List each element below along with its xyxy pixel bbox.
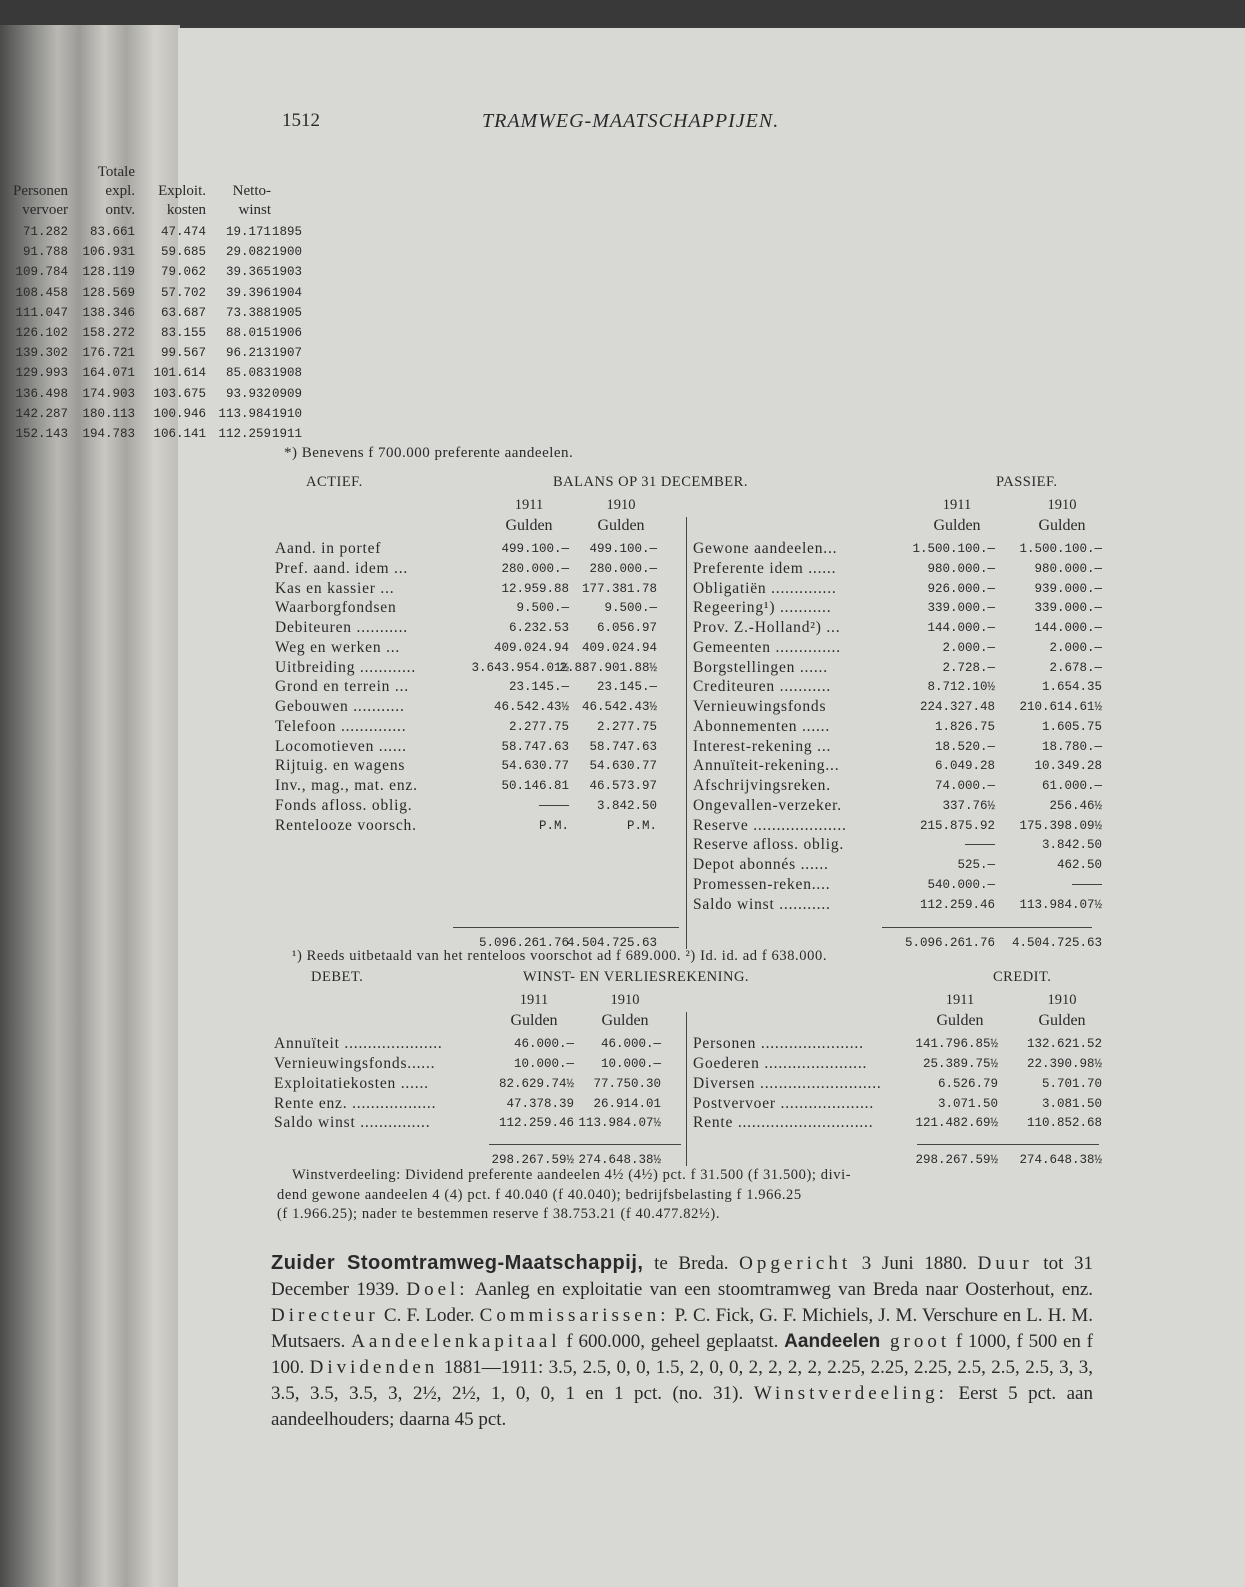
amount-prev: 10.349.28 — [1034, 759, 1102, 774]
stats-cell: 83.661 — [89, 225, 135, 239]
total-rule — [489, 1144, 681, 1145]
amount-prev: 18.780.— — [1041, 739, 1102, 754]
account-item: Gebouwen ........... — [275, 698, 405, 715]
amount-prev: 1.605.75 — [1041, 719, 1102, 734]
stats-year: 1907 — [272, 346, 303, 361]
stats-cell: 128.119 — [82, 265, 135, 280]
amount-prev: 3.842.50 — [596, 798, 657, 813]
stats-year: 0909 — [272, 386, 303, 401]
account-item: Reserve afloss. oblig. — [693, 836, 845, 854]
amount-current: 980.000.— — [927, 561, 995, 576]
stats-year: 1906 — [272, 326, 303, 340]
amount-1911: 46.000.— — [513, 1037, 574, 1052]
account-item: Gewone aandeelen... — [693, 540, 838, 557]
stats-year: 1908 — [272, 366, 303, 381]
stats-cell: 176.721 — [82, 346, 135, 361]
account-item: Vernieuwingsfonds...... — [274, 1055, 436, 1073]
amount-prev: 980.000.— — [1034, 561, 1102, 576]
year-header: 1910 — [610, 992, 640, 1009]
account-item: Preferente idem ...... — [693, 559, 837, 577]
section-right-heading: PASSIEF. — [996, 474, 1058, 490]
stats-col-header: ontv. — [105, 202, 135, 218]
amount-prev: 3.081.50 — [1041, 1096, 1102, 1111]
amount-prev: 2.887.901.88½ — [559, 660, 657, 675]
amount-current: 339.000.— — [927, 601, 995, 616]
amount-prev: 409.024.94 — [581, 640, 657, 655]
amount-1911: 3.643.954.01½ — [471, 660, 569, 675]
total-prev: 274.648.38½ — [1019, 1153, 1102, 1168]
stats-cell: 164.071 — [82, 366, 135, 381]
account-item: Annuïteit-rekening... — [693, 757, 840, 775]
total-prev: 274.648.38½ — [578, 1153, 661, 1168]
stats-cell: 96.213 — [225, 346, 271, 361]
kapitaal-value: f 600.000, geheel geplaatst. — [560, 1331, 785, 1352]
stats-cell: 83.155 — [160, 326, 206, 340]
amount-1911: 12.959.88 — [501, 581, 569, 596]
amount-prev: 10.000.— — [600, 1057, 661, 1072]
amount-1911: 47.378.39 — [506, 1096, 574, 1111]
amount-current: 6.526.79 — [937, 1076, 998, 1091]
stats-cell: 108.458 — [15, 285, 68, 300]
amount-prev: 6.056.97 — [596, 621, 657, 635]
amount-current: 926.000.— — [927, 581, 995, 596]
doel-value: Aanleg en exploitatie van een stoomtramweg van Breda naar Oosterhout, enz. — [468, 1279, 1093, 1300]
amount-prev: 23.145.— — [596, 680, 657, 695]
dividenden-value: 1881—1911: 3.5, 2.5, 0, 0, 1.5, 2, 0, 0, 2, 2, 2, 2, 2.25, 2.25, 2.25, 2.5, 2.5, 2.5, 3, 3, 3.5, 3.5, 3.5, 3, 2½, 2½, 1, 0, 0, 1 en 1 pct. (no. 31). — [271, 1357, 1094, 1404]
page-number: 1512 — [282, 110, 320, 131]
account-item: Locomotieven ...... — [275, 737, 407, 755]
stats-cell: 138.346 — [82, 305, 135, 320]
section-left-heading: ACTIEF. — [306, 474, 363, 490]
year-header: 1910 — [1047, 497, 1077, 513]
account-item: Rente ............................. — [693, 1114, 874, 1132]
account-item: Exploitatiekosten ...... — [274, 1074, 429, 1092]
stats-cell: 88.015 — [225, 326, 271, 340]
stats-cell: 106.931 — [82, 245, 135, 260]
account-item: Diversen .......................... — [693, 1074, 882, 1092]
account-item: Telefoon .............. — [275, 717, 407, 735]
total-rule — [882, 927, 1092, 928]
stats-footnote: *) Benevens f 700.000 preferente aandeelen. — [284, 445, 574, 462]
amount-prev: 339.000.— — [1034, 601, 1102, 616]
amount-prev: 2.277.75 — [596, 719, 657, 734]
amount-current: 224.327.48 — [919, 700, 995, 714]
account-item: Aand. in portef — [275, 540, 382, 557]
amount-1911: 499.100.— — [501, 542, 569, 556]
column-divider — [686, 1012, 687, 1166]
total-prev: 4.504.725.63 — [566, 936, 657, 951]
account-item: Fonds afloss. oblig. — [275, 796, 413, 814]
duur-value: tot 31 December 1939. — [271, 1253, 1093, 1300]
unit-header: Gulden — [601, 1012, 649, 1030]
amount-prev: 113.984.07½ — [578, 1116, 661, 1131]
stats-cell: 128.569 — [82, 285, 135, 300]
stats-col-header: Netto- — [232, 183, 271, 199]
amount-current: ———— — [964, 838, 995, 853]
amount-1911: 2.277.75 — [508, 719, 569, 734]
amount-current: 540.000.— — [927, 877, 995, 892]
stats-cell: 101.614 — [153, 366, 206, 381]
account-item: Prov. Z.-Holland²) ... — [693, 619, 841, 636]
account-item: Rentelooze voorsch. — [275, 816, 417, 834]
year-header: 1911 — [514, 497, 544, 513]
stats-cell: 63.687 — [160, 305, 206, 320]
stats-cell: 152.143 — [15, 427, 68, 441]
stats-year: 1911 — [272, 427, 303, 441]
opgericht-value: 3 Juni 1880. — [851, 1253, 978, 1274]
account-item: Promessen-reken.... — [693, 875, 831, 893]
unit-header: Gulden — [597, 517, 645, 534]
stats-cell: 111.047 — [15, 305, 68, 320]
amount-prev: 210.614.61½ — [1019, 700, 1102, 714]
stats-cell: 112.259 — [218, 427, 271, 441]
amount-current: 8.712.10½ — [927, 680, 995, 695]
amount-1911: 82.629.74½ — [498, 1076, 574, 1091]
account-item: Kas en kassier ... — [275, 579, 395, 597]
amount-current: 144.000.— — [927, 621, 995, 635]
amount-current: 1.500.100.— — [912, 542, 995, 556]
amount-current: 215.875.92 — [919, 818, 995, 833]
amount-current: 1.826.75 — [934, 719, 995, 734]
amount-current: 2.000.— — [942, 640, 995, 655]
stats-cell: 158.272 — [82, 326, 135, 340]
amount-1911: 6.232.53 — [508, 621, 569, 635]
profit-distribution-line: Winstverdeeling: Dividend preferente aandeelen 4½ (4½) pct. f 31.500 (f 31.500); divi- — [292, 1167, 852, 1184]
stats-cell: 174.903 — [82, 386, 135, 401]
amount-prev: 58.747.63 — [589, 739, 657, 754]
stats-cell: 194.783 — [82, 427, 135, 441]
account-item: Inv., mag., mat. enz. — [275, 777, 418, 794]
company-name: Zuider Stoomtramweg-Maatschappij, — [271, 1252, 644, 1274]
section-title: WINST- EN VERLIESREKENING. — [523, 969, 750, 986]
duur-label: Duur — [977, 1253, 1033, 1274]
amount-prev: 144.000.— — [1034, 621, 1102, 635]
amount-prev: 77.750.30 — [593, 1076, 661, 1091]
amount-current: 141.796.85½ — [915, 1037, 998, 1052]
section-title: BALANS OP 31 DECEMBER. — [553, 474, 748, 490]
kapitaal-label: Aandeelenkapitaal — [351, 1331, 561, 1352]
unit-header: Gulden — [1038, 517, 1086, 534]
amount-prev: 939.000.— — [1034, 581, 1102, 596]
amount-1911: 23.145.— — [508, 680, 569, 695]
amount-prev: 1.654.35 — [1041, 680, 1102, 695]
amount-prev: 22.390.98½ — [1026, 1057, 1102, 1072]
stats-cell: 99.567 — [160, 346, 206, 361]
account-item: Pref. aand. idem ... — [275, 559, 409, 577]
stats-cell: 19.171 — [225, 225, 271, 239]
stats-col-header: expl. — [105, 183, 135, 199]
stats-cell: 126.102 — [15, 326, 68, 340]
amount-prev: 5.701.70 — [1041, 1076, 1102, 1091]
section-left-heading: DEBET. — [311, 969, 364, 986]
account-item: Rente enz. .................. — [274, 1094, 437, 1112]
amount-prev: 280.000.— — [589, 561, 657, 576]
stats-cell: 29.082 — [225, 245, 271, 260]
stats-cell: 71.282 — [22, 225, 68, 239]
profit-distribution-line: dend gewone aandeelen 4 (4) pct. f 40.040 (f 40.040); bedrijfsbelasting f 1.966.25 — [277, 1186, 802, 1203]
total-rule — [917, 1144, 1099, 1145]
winstverdeeling-label: Winstverdeeling: — [753, 1383, 948, 1404]
amount-1911: P.M. — [538, 818, 569, 833]
account-item: Crediteuren ........... — [693, 678, 832, 696]
total-current: 298.267.59½ — [915, 1153, 998, 1168]
amount-current: 112.259.46 — [919, 897, 995, 912]
stats-cell: 91.788 — [22, 245, 68, 260]
amount-prev: 1.500.100.— — [1019, 542, 1102, 556]
amount-current: 25.389.75½ — [922, 1057, 998, 1072]
amount-1911: 280.000.— — [501, 561, 569, 576]
amount-1911: 409.024.94 — [493, 640, 569, 655]
account-item: Debiteuren ........... — [275, 619, 408, 636]
year-header: 1910 — [1047, 992, 1077, 1009]
account-item: Reserve .................... — [693, 816, 847, 834]
amount-prev: 46.573.97 — [589, 779, 657, 793]
account-item: Borgstellingen ...... — [693, 658, 828, 676]
amount-prev: 177.381.78 — [581, 581, 657, 596]
amount-current: 3.071.50 — [937, 1096, 998, 1111]
stats-cell: 129.993 — [15, 366, 68, 381]
amount-1911: 10.000.— — [513, 1057, 574, 1072]
account-item: Uitbreiding ............ — [275, 658, 417, 676]
stats-year: 1895 — [272, 225, 303, 239]
groot-label: groot — [880, 1331, 951, 1352]
account-item: Regeering¹) ........... — [693, 599, 832, 617]
stats-cell: 113.984 — [218, 406, 271, 421]
stats-year: 1910 — [272, 406, 303, 421]
account-item: Weg en werken ... — [275, 638, 401, 656]
total-current: 298.267.59½ — [491, 1153, 574, 1168]
amount-1911: ———— — [538, 798, 569, 813]
amount-1911: 50.146.81 — [501, 779, 569, 793]
account-item: Rijtuig. en wagens — [275, 757, 406, 775]
total-current: 5.096.261.76 — [904, 936, 995, 951]
account-item: Personen ...................... — [693, 1035, 864, 1053]
amount-prev: 462.50 — [1056, 858, 1102, 872]
amount-prev: 110.852.68 — [1026, 1116, 1102, 1131]
amount-current: 525.— — [957, 858, 995, 872]
account-item: Vernieuwingsfonds — [693, 698, 827, 715]
company-seat: te Breda. — [643, 1253, 740, 1274]
section-right-heading: CREDIT. — [993, 969, 1052, 986]
stats-col-header: Exploit. — [158, 183, 206, 199]
amount-prev: 499.100.— — [589, 542, 657, 556]
account-item: Annuïteit ..................... — [274, 1035, 443, 1053]
amount-prev: 46.542.43½ — [581, 700, 657, 714]
stats-col-header: winst — [238, 202, 271, 218]
groot-value: f 1000, f 500 en f 100. — [271, 1331, 1093, 1378]
amount-prev: 2.678.— — [1049, 660, 1102, 675]
stats-cell: 93.932 — [225, 386, 271, 401]
stats-col-header: Personen — [13, 183, 68, 199]
commissarissen-value: P. C. Fick, G. F. Michiels, J. M. Verschure en L. H. M. Mutsaers. — [271, 1305, 1094, 1352]
amount-current: 74.000.— — [934, 779, 995, 793]
stats-col-header: Totale — [97, 164, 135, 180]
account-item: Waarborgfondsen — [275, 599, 397, 617]
stats-cell: 106.141 — [153, 427, 206, 441]
account-item: Postvervoer .................... — [693, 1094, 875, 1112]
account-item: Saldo winst ........... — [693, 895, 831, 913]
stats-cell: 85.083 — [225, 366, 271, 381]
stats-year: 1903 — [272, 265, 303, 280]
account-item: Interest-rekening ... — [693, 737, 832, 755]
stats-cell: 47.474 — [160, 225, 206, 239]
directeur-label: Directeur — [271, 1305, 379, 1326]
amount-current: 121.482.69½ — [915, 1116, 998, 1131]
stats-col-header: kosten — [166, 202, 206, 218]
amount-prev: 26.914.01 — [593, 1096, 661, 1111]
stats-col-header: vervoer — [22, 202, 68, 218]
amount-current: 2.728.— — [942, 660, 995, 675]
amount-prev: 54.630.77 — [589, 759, 657, 774]
year-header: 1911 — [519, 992, 549, 1009]
account-item: Obligatiën .............. — [693, 579, 837, 597]
account-item: Goederen ...................... — [693, 1055, 868, 1073]
stats-cell: 180.113 — [82, 406, 135, 421]
amount-prev: 132.621.52 — [1026, 1037, 1102, 1052]
amount-prev: 175.398.09½ — [1019, 818, 1102, 833]
amount-prev: 46.000.— — [600, 1037, 661, 1052]
column-divider — [686, 517, 687, 949]
company-entry — [271, 1250, 1093, 1433]
year-header: 1910 — [606, 497, 636, 513]
amount-1911: 112.259.46 — [498, 1116, 574, 1131]
amount-1911: 46.542.43½ — [493, 700, 569, 714]
amount-prev: 2.000.— — [1049, 640, 1102, 655]
running-title: TRAMWEG-MAATSCHAPPIJEN. — [482, 110, 780, 132]
account-item: Afschrijvingsreken. — [693, 777, 831, 794]
commissarissen-label: Commissarissen: — [479, 1305, 670, 1326]
profit-distribution-line: (f 1.966.25); nader te bestemmen reserve f 38.753.21 (f 40.477.82½). — [277, 1206, 721, 1223]
unit-header: Gulden — [510, 1012, 558, 1030]
stats-cell: 39.396 — [225, 285, 271, 300]
stats-cell: 39.365 — [225, 265, 271, 280]
total-rule — [453, 927, 679, 928]
year-header: 1911 — [942, 497, 972, 513]
balance-footnote: ¹) Reeds uitbetaald van het renteloos voorschot ad f 689.000. ²) Id. id. ad f 638.000. — [292, 948, 828, 965]
total-current: 5.096.261.76 — [478, 936, 569, 951]
stats-year: 1905 — [272, 305, 303, 320]
amount-prev: 9.500.— — [604, 601, 657, 616]
stats-cell: 59.685 — [160, 245, 206, 260]
account-item: Gemeenten .............. — [693, 638, 841, 656]
winstverdeeling-value: Eerst 5 pct. aan aandeelhouders; daarna 45 pct. — [271, 1383, 1093, 1430]
stats-year: 1904 — [272, 285, 303, 300]
directeur-value: C. F. Loder. — [378, 1305, 480, 1326]
stats-cell: 136.498 — [15, 386, 68, 401]
unit-header: Gulden — [933, 517, 981, 534]
account-item: Saldo winst ............... — [274, 1114, 431, 1132]
amount-prev: 113.984.07½ — [1019, 897, 1102, 912]
unit-header: Gulden — [936, 1012, 984, 1030]
unit-header: Gulden — [1038, 1012, 1086, 1030]
account-item: Grond en terrein ... — [275, 678, 409, 696]
account-item: Ongevallen-verzeker. — [693, 796, 842, 814]
amount-prev: 256.46½ — [1049, 798, 1102, 813]
stats-cell: 100.946 — [153, 406, 206, 421]
account-item: Depot abonnés ...... — [693, 856, 829, 873]
amount-1911: 9.500.— — [516, 601, 569, 616]
amount-current: 337.76½ — [942, 798, 995, 813]
unit-header: Gulden — [505, 517, 553, 534]
stats-cell: 79.062 — [160, 265, 206, 280]
aandeelen-label: Aandeelen — [784, 1331, 881, 1352]
doel-label: Doel: — [406, 1279, 469, 1300]
dividenden-label: Dividenden — [309, 1357, 439, 1378]
amount-1911: 54.630.77 — [501, 759, 569, 774]
amount-prev: ———— — [1071, 877, 1102, 892]
amount-current: 18.520.— — [934, 739, 995, 754]
opgericht-label: Opgericht — [739, 1253, 852, 1274]
amount-prev: P.M. — [626, 818, 657, 833]
stats-cell: 142.287 — [15, 406, 68, 421]
stats-cell: 57.702 — [160, 285, 206, 300]
scan-top-border — [0, 0, 1245, 26]
stats-cell: 139.302 — [15, 346, 68, 361]
amount-prev: 3.842.50 — [1041, 838, 1102, 853]
total-prev: 4.504.725.63 — [1011, 936, 1102, 951]
account-item: Abonnementen ...... — [693, 717, 831, 735]
year-header: 1911 — [945, 992, 975, 1009]
stats-cell: 109.784 — [15, 265, 68, 280]
amount-prev: 61.000.— — [1041, 779, 1102, 793]
amount-1911: 58.747.63 — [501, 739, 569, 754]
amount-current: 6.049.28 — [934, 759, 995, 774]
stats-cell: 103.675 — [153, 386, 206, 401]
stats-year: 1900 — [272, 245, 303, 260]
stats-cell: 73.388 — [225, 305, 271, 320]
